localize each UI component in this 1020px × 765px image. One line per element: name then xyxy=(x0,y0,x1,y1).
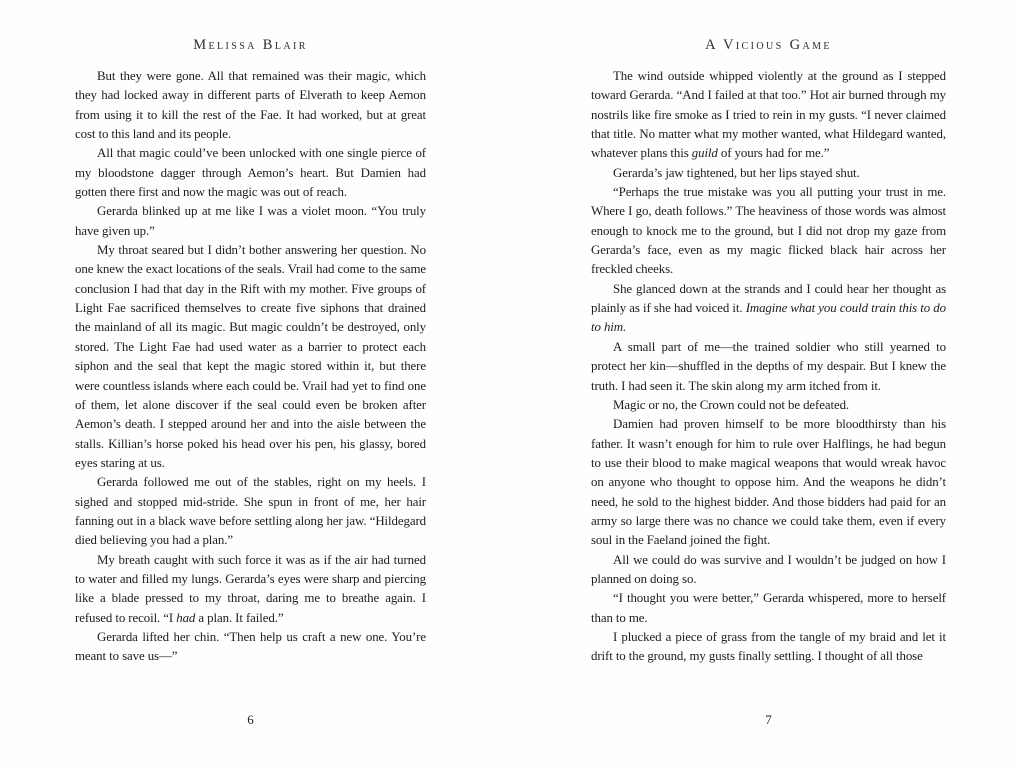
paragraph: Gerarda lifted her chin. “Then help us craft a new one. You’re meant to save us—” xyxy=(75,629,426,664)
paragraph: Damien had proven himself to be more bloodthirsty than his father. It wasn’t enough for him to rule over Halflings, he had begun to use their blood to make magical weapons that would wreak havoc on anyone who thought to oppose him. And the weapons he didn’t need, he sold to the highest bidder. And those bidders had paid for an army so large there was no chance we could take them, even if every soul in the Faeland joined the fight. xyxy=(591,417,946,548)
paragraph: “Perhaps the true mistake was you all putting your trust in me. Where I go, death follows.” The heaviness of those words was almost enough to knock me to the ground, but I did not drop my gaze from Gerarda’s face, even as my magic flicked black hair across her freckled cheeks. xyxy=(591,185,946,277)
paragraph: Gerarda followed me out of the stables, right on my heels. I sighed and stopped mid-stride. She spun in front of me, her hair fanning out in a black wave before settling along her jaw. “Hildegard died believing you had a plan.” xyxy=(75,475,426,548)
paragraph: My throat seared but I didn’t bother answering her question. No one knew the exact locations of the seals. Vrail had come to the same conclusion I had that day in the Rift with my mother. Five groups of Light Fae sacrificed themselves to create five siphons that drained the mainland of all its magic. But magic couldn’t be destroyed, only stored. The Light Fae had used water as a barrier to protect each siphon and the seal that kept the magic stored within it, but there were countless islands where each could be. Vrail had yet to find one of them, let alone discover if the seal could even be broken after Aemon’s death. I stepped around her and into the aisle between the stalls. Killian’s horse poked his head over his pen, his glassy, bored eyes staring at us. xyxy=(75,243,426,470)
paragraph: Magic or no, the Crown could not be defeated. xyxy=(613,397,850,412)
page-number-right: 7 xyxy=(765,712,772,727)
paragraph: My breath caught with such force it was as if the air had turned to water and filled my lungs. Gerarda’s eyes were sharp and piercing like a blade pressed to my throat, daring me to breathe again. I refused to recoil. “I had a plan. It failed.” xyxy=(75,552,426,625)
paragraph: A small part of me—the trained soldier who still yearned to protect her kin—shuffled in the depths of my despair. But I knew the truth. I had seen it. The skin along my arm itched from it. xyxy=(591,339,946,393)
paragraph: I plucked a piece of grass from the tangle of my braid and let it drift to the ground, my gusts finally settling. I thought of all those xyxy=(591,629,946,664)
page-right xyxy=(591,0,946,765)
paragraph: Gerarda’s jaw tightened, but her lips stayed shut. xyxy=(613,165,860,180)
paragraph: She glanced down at the strands and I could hear her thought as plainly as if she had voiced it. Imagine what you could train this to do to him. xyxy=(591,281,946,335)
paragraph: All that magic could’ve been unlocked with one single pierce of my bloodstone dagger through Aemon’s heart. But Damien had gotten there first and now the magic was out of reach. xyxy=(75,146,426,200)
page-body-left xyxy=(75,67,426,712)
paragraph: Gerarda blinked up at me like I was a violet moon. “You truly have given up.” xyxy=(75,204,426,238)
page-body-right xyxy=(591,67,946,712)
paragraph: “I thought you were better,” Gerarda whispered, more to herself than to me. xyxy=(591,591,946,625)
running-head-author: Melissa Blair xyxy=(193,37,308,53)
paragraph: All we could do was survive and I wouldn’t be judged on how I planned on doing so. xyxy=(591,552,946,586)
running-head-title: A Vicious Game xyxy=(705,37,832,53)
paragraph: The wind outside whipped violently at the ground as I stepped toward Gerarda. “And I failed at that too.” Hot air burned through my nostrils like fire smoke as I tried to rein in my gusts. “I never claimed that title. No matter what my mother wanted, what Hildegard wanted, whatever plans this guild of yours had for me.” xyxy=(591,69,946,161)
page-number-left: 6 xyxy=(247,712,254,727)
paragraph: But they were gone. All that remained was their magic, which they had locked away in different parts of Elverath to keep Aemon from using it to kill the rest of the Fae. It had worked, but at great cost to this land and its people. xyxy=(75,69,426,142)
page-left xyxy=(75,0,426,765)
